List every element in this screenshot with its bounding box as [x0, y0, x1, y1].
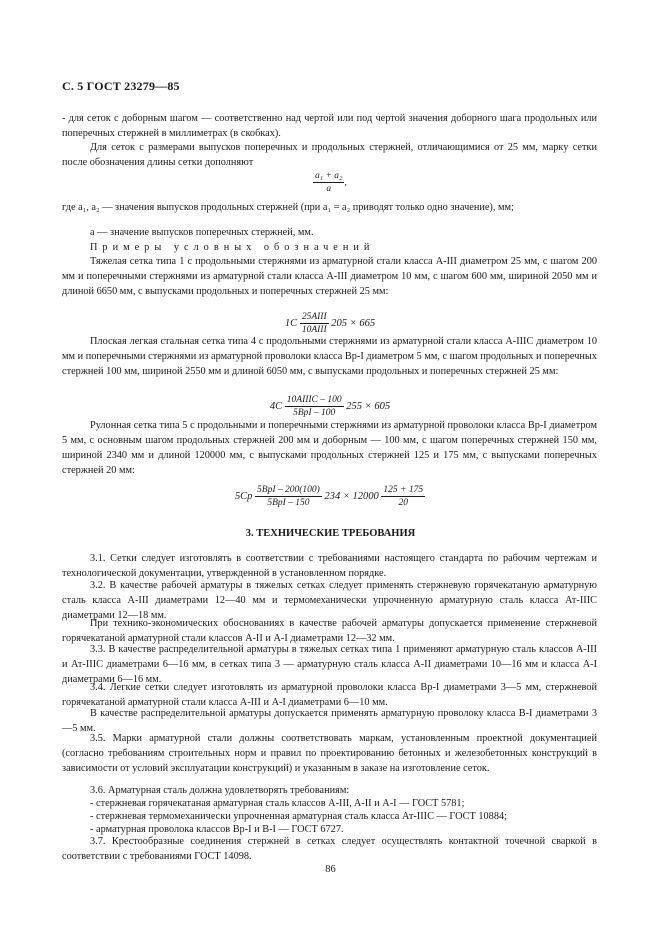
paragraph-a: a — значение выпусков поперечных стержней, мм.: [90, 227, 314, 238]
formula-example-1-prefix: 1С: [284, 317, 298, 329]
formula-vypusk: [280, 170, 380, 195]
formula-vypusk-tail: ,: [344, 176, 347, 188]
clause-3-6: 3.6. Арматурная сталь должна удовлетворять требованиям:: [90, 785, 350, 796]
section-title: 3. ТЕХНИЧЕСКИЕ ТРЕБОВАНИЯ: [245, 528, 416, 539]
paragraph-dobor: - для сеток с доборным шагом — соответственно над чертой или под чертой значения доборного шага продольных или поперечных стержней в миллиметрах (в скобках).: [62, 113, 597, 139]
formula-example-2-tail: 255 × 605: [346, 400, 391, 412]
formula-vypusk-num: a₁ + a₂: [315, 171, 343, 181]
formula-example-1-num: 25AIII: [301, 312, 327, 322]
formula-example-3-prefix: 5Ср: [234, 490, 253, 502]
clause-3-6-item-2: - стержневая термомеханически упрочненная арматурная сталь класса Ат-IIIС — ГОСТ 10884;: [90, 811, 507, 822]
page-header: С. 5 ГОСТ 23279—85: [62, 79, 180, 93]
formula-example-3-num2: 125 + 175: [383, 485, 424, 495]
formula-example-3-den: 5BpI – 150: [267, 498, 310, 508]
formula-example-3-mid: 234 × 12000: [324, 490, 379, 502]
clause-3-4: 3.4. Легкие сетки следует изготовлять из арматурной проволоки класса Вр-I диаметрами 3—5 мм, стержневой горячекатаной арматурной стали класса A-III и A-I диаметрами 6—10 мм.: [62, 682, 597, 708]
clause-3-7: 3.7. Крестообразные соединения стержней в сетках следует осуществлять контактной точечной сваркой в соответствии с требованиями ГОСТ 14098.: [62, 836, 597, 862]
paragraph-example-1: Тяжелая сетка типа 1 с продольными стержнями из арматурной стали класса A-III диаметром 25 мм, с шагом 200 мм и поперечными стержнями из арматурной стали класса A-III диаметром 10 мм, с шагом 600 мм, шириной 2050 мм и длиной 6650 мм, с выпусками продольных и поперечных стержней 25 мм:: [62, 256, 597, 297]
formula-example-1-den: 10AIII: [301, 325, 327, 335]
clause-3-2: 3.2. В качестве рабочей арматуры в тяжелых сетках следует применять стержневую горячекатаную арматурную сталь класса A-III диаметрами 12—40 мм и термомеханически упрочненную арматурную сталь класса Ат-IIIС диаметрами 12—18 мм.: [62, 580, 597, 621]
formula-example-2-num: 10AIIIC – 100: [286, 395, 342, 405]
formula-example-1-tail: 205 × 665: [331, 317, 376, 329]
formula-example-3-num: 5BpI – 200(100): [257, 485, 320, 495]
clause-3-2-note: При технико-экономических обоснованиях в качестве рабочей арматуры допускается применение стержневой горячекатаной арматурной стали классов A-II и A-I диаметрами 12—32 мм.: [62, 618, 597, 644]
paragraph-examples-title: Примеры условных обозначений: [90, 242, 375, 253]
clause-3-5: 3.5. Марки арматурной стали должны соответствовать маркам, установленным проектной документацией (согласно требованиям строительных норм и правил по проектированию бетонных и железобетонных конструкций в зависимости от условий эксплуатации конструкций) и указанным в заказе на изготовление сеток.: [62, 733, 597, 774]
clause-3-1: 3.1. Сетки следует изготовлять в соответствии с требованиями настоящего стандарта по рабочим чертежам и технологической документации, утвержденной в установленном порядке.: [62, 553, 597, 579]
formula-example-3: [180, 484, 480, 509]
paragraph-vypusk: Для сеток с размерами выпусков поперечных и продольных стержней, отличающимися от 25 мм, марку сетки после обозначения длины сетки дополняют: [62, 142, 597, 168]
formula-example-1: [230, 311, 430, 336]
formula-example-3-den2: 20: [398, 498, 408, 508]
clause-3-6-item-1: - стержневая горячекатаная арматурная сталь классов A-III, A-II и A-I — ГОСТ 5781;: [90, 798, 465, 809]
formula-vypusk-den: a: [326, 184, 332, 194]
clause-3-6-item-3: - арматурная проволока классов Вр-I и В-I — ГОСТ 6727.: [90, 824, 344, 835]
clause-3-3: 3.3. В качестве распределительной арматуры в тяжелых сетках типа 1 применяют арматурную сталь классов A-III и Ат-IIIС диаметрами 6—16 мм, в сетках типа 3 — арматурную сталь класса A-II диаметрами 10—16 мм и класса A-I диаметрами 6—16 мм.: [62, 644, 597, 685]
page-number: 86: [325, 864, 336, 875]
clause-3-4-note: В качестве распределительной арматуры допускается применять арматурную проволоку класса В-I диаметрами 3—5 мм.: [62, 708, 597, 734]
paragraph-gde: где a₁, a₂ — значения выпусков продольных стержней (при a₁ = a₂ приводят только одно значение), мм;: [62, 202, 514, 213]
paragraph-example-3: Рулонная сетка типа 5 с продольными и поперечными стержнями из арматурной проволоки класса Вр-I диаметром 5 мм, с основным шагом продольных стержней 200 мм и доборным — 100 мм, с шагом поперечных стержней 150 мм, шириной 2340 мм и длиной 120000 мм, с выпусками продольных стержней 125 и 175 мм, с выпусками поперечных стержней 20 мм:: [62, 420, 597, 476]
formula-example-2-prefix: 4С: [269, 400, 283, 412]
paragraph-example-2: Плоская легкая стальная сетка типа 4 с продольными стержнями из арматурной стали класса A-IIIС диаметром 10 мм и поперечными стержнями из арматурной проволоки класса Вр-I диаметром 5 мм, с шагом продольных и поперечных стержней 100 мм, шириной 2550 мм и длиной 6050 мм, с выпусками продольных и поперечных стержней 25 мм:: [62, 336, 597, 377]
formula-example-2: [210, 394, 450, 419]
formula-example-2-den: 5BpI – 100: [293, 408, 336, 418]
